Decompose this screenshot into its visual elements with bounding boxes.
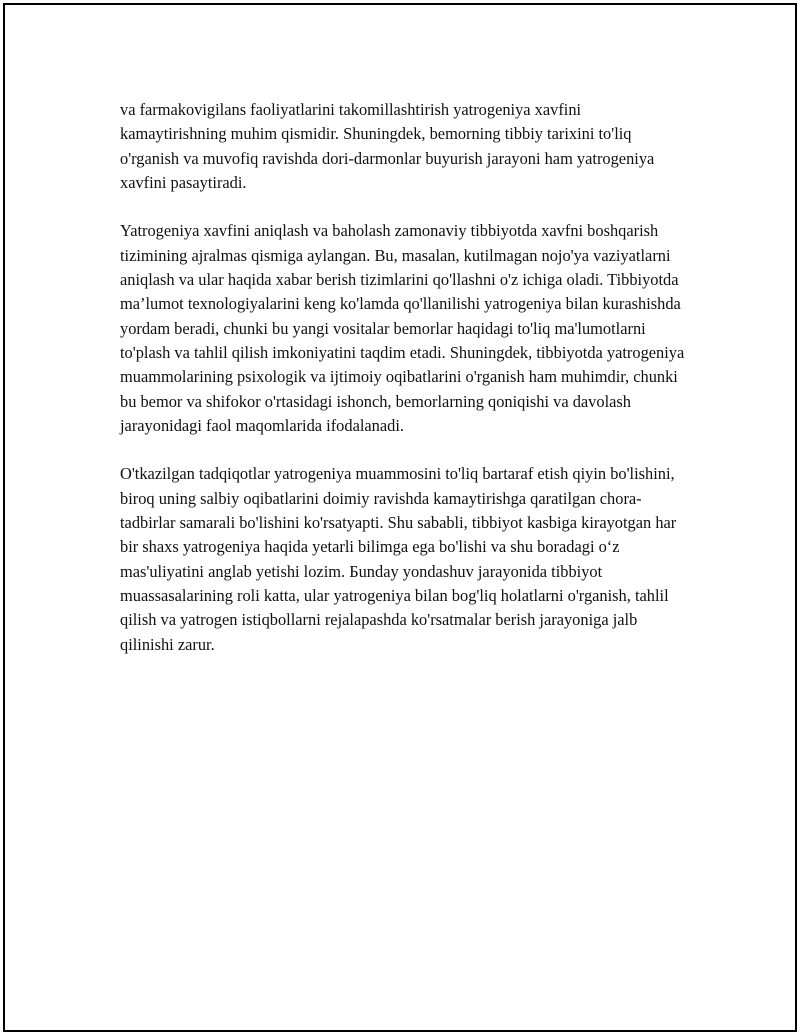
- paragraph-pharmacovigilance: va farmakovigilans faoliyatlarini takomillashtirish yatrogeniya xavfini kamaytirishning muhim qismidir. Shuningdek, bemorning tibbiy tarixini to'liq o'rganish va muvofiq ravishda dori-darmonlar buyurish jarayoni ham yatrogeniya xavfini pasaytiradi.: [120, 100, 655, 192]
- document-body: [120, 98, 686, 657]
- paragraph-research-conclusions: O'tkazilgan tadqiqotlar yatrogeniya muammosini to'liq bartaraf etish qiyin bo'lishini, biroq uning salbiy oqibatlarini doimiy ravishda kamaytirishga qaratilgan chora-tadbirlar samarali bo'lishini ko'rsatyapti. Shu sababli, tibbiyot kasbiga kirayotgan har bir shaxs yatrogeniya haqida yetarli bilimga ega bo'lishi va shu boradagi o‘z mas'uliyatini anglab yetishi lozim. Бunday yondashuv jarayonida tibbiyot muassasalarining roli katta, ular yatrogeniya bilan bog'liq holatlarni o'rganish, tahlil qilish va yatrogen istiqbollarni rejalapashda ko'rsatmalar berish jarayoniga jalb qilinishi zarur.: [120, 464, 677, 654]
- paragraph-risk-assessment: Yatrogeniya xavfini aniqlash va baholash zamonaviy tibbiyotda xavfni boshqarish tizimining ajralmas qismiga aylangan. Bu, masalan, kutilmagan nojo'ya vaziyatlarni aniqlash va ular haqida xabar berish tizimlarini qo'llashni o'z ichiga oladi. Tibbiyotda ma’lumot texnologiyalarini keng ko'lamda qo'llanilishi yatrogeniya bilan kurashishda yordam beradi, chunki bu yangi vositalar bemorlar haqidagi to'liq ma'lumotlarni to'plash va tahlil qilish imkoniyatini taqdim etadi. Shuningdek, tibbiyotda yatrogeniya muammolarining psixologik va ijtimoiy oqibatlarini o'rganish ham muhimdir, chunki bu bemor va shifokor o'rtasidagi ishonch, bemorlarning qoniqishi va davolash jarayonidagi faol maqomlarida ifodalanadi.: [120, 221, 685, 435]
- document-page: [3, 3, 797, 1032]
